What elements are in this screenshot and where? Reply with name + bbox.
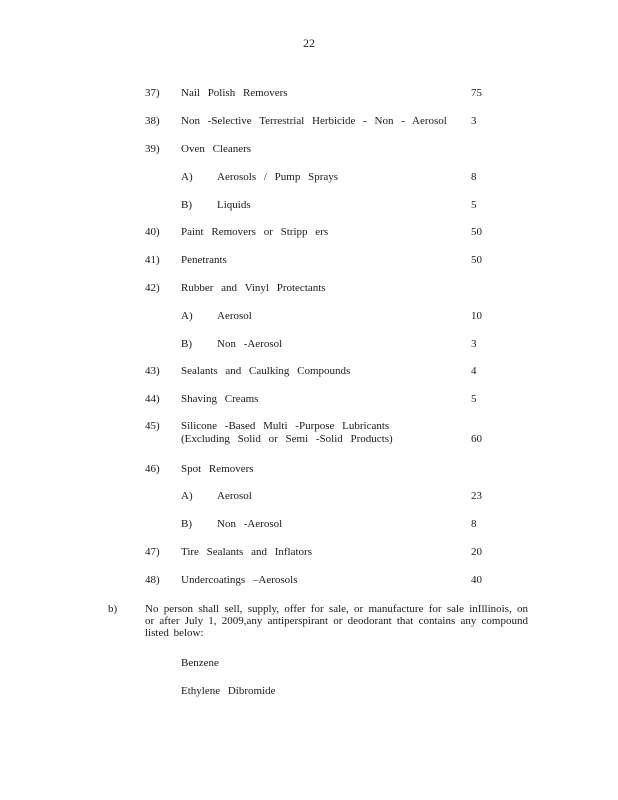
item-number: 47) [145,546,160,558]
item-label: Oven Cleaners [181,143,252,155]
page-number: 22 [303,36,315,50]
sub-item-value: 8 [471,518,477,530]
item-number: 40) [145,226,160,238]
sub-item-value: 10 [471,310,482,322]
item-number: 46) [145,463,160,475]
item-number: 44) [145,393,160,405]
sub-item-letter: B) [181,518,192,530]
sub-item-value: 23 [471,490,482,502]
item-number: 48) [145,574,160,586]
item-label: Penetrants [181,254,227,266]
item-label: Tire Sealants and Inflators [181,546,312,558]
item-label: Sealants and Caulking Compounds [181,365,351,377]
compound-item: Ethylene Dibromide [181,685,276,697]
paragraph-letter: b) [108,603,118,615]
item-number: 39) [145,143,160,155]
item-label: Nail Polish Removers [181,87,288,99]
item-label: Spot Removers [181,463,254,475]
item-value: 20 [471,546,482,558]
item-number: 38) [145,115,160,127]
sub-item-label: Non -Aerosol [217,338,283,350]
sub-item-label: Aerosol [217,490,252,502]
sub-item-value: 3 [471,338,477,350]
item-label: Non -Selective Terrestrial Herbicide - Non - Aerosol [181,115,447,127]
sub-item-letter: B) [181,199,192,211]
sub-item-label: Aerosol [217,310,252,322]
item-value: 50 [471,254,482,266]
item-value: 40 [471,574,482,586]
sub-item-label: Aerosols / Pump Sprays [217,171,339,183]
item-value: 50 [471,226,482,238]
compound-item: Benzene [181,657,219,669]
sub-item-letter: A) [181,490,193,502]
sub-item-label: Non -Aerosol [217,518,283,530]
item-label: Paint Removers or Stripp ers [181,226,329,238]
item-value: 5 [471,393,477,405]
item-value: 4 [471,365,477,377]
paragraph-text: No person shall sell, supply, offer for sale, or manufacture for sale inIllinois, on or after July 1, 2009,any antiperspirant or deodorant that contains any compound listed below: [145,603,528,639]
item-label: Silicone -Based Multi -Purpose Lubricants [181,420,390,432]
sub-item-letter: A) [181,171,193,183]
sub-item-value: 8 [471,171,477,183]
item-label: Undercoatings –Aerosols [181,574,298,586]
sub-item-letter: B) [181,338,192,350]
item-number: 43) [145,365,160,377]
item-value: 3 [471,115,477,127]
item-number: 42) [145,282,160,294]
item-label-continued: (Excluding Solid or Semi -Solid Products) [181,433,393,445]
sub-item-letter: A) [181,310,193,322]
item-number: 45) [145,420,160,432]
item-label: Shaving Creams [181,393,259,405]
item-number: 37) [145,87,160,99]
sub-item-label: Liquids [217,199,251,211]
item-label: Rubber and Vinyl Protectants [181,282,326,294]
sub-item-value: 5 [471,199,477,211]
item-value: 75 [471,87,482,99]
item-number: 41) [145,254,160,266]
item-value: 60 [471,433,482,445]
